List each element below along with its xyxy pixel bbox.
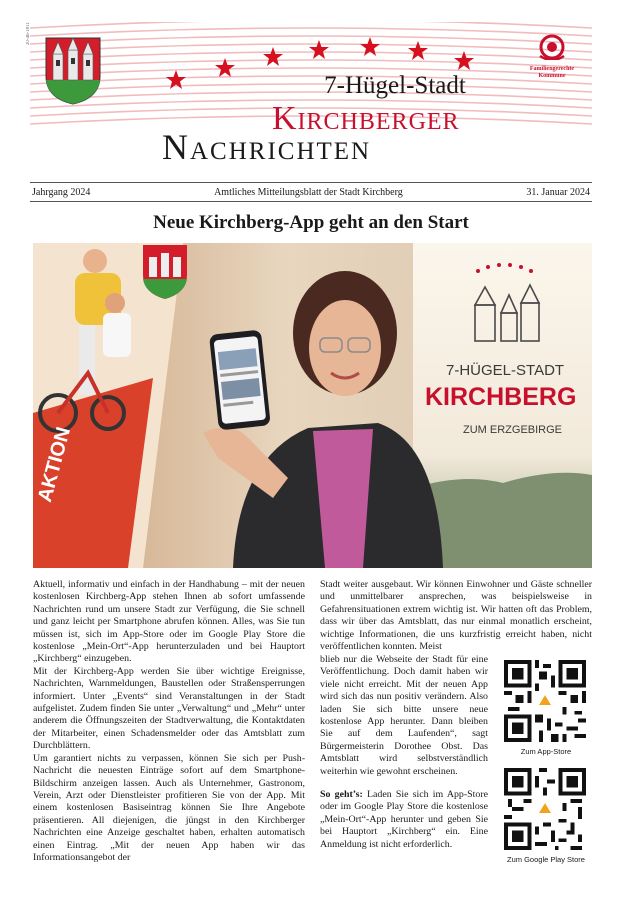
issue-date: 31. Januar 2024: [526, 186, 590, 198]
qr-playstore-caption: Zum Google Play Store: [507, 855, 585, 864]
poster-line3: ZUM ERZGEBIRGE: [463, 424, 563, 436]
family-friendly-logo-icon: [530, 34, 574, 60]
masthead-subtitle: 7-Hügel-Stadt: [324, 72, 466, 99]
side-code: 20-46-1811: [26, 22, 31, 46]
advert-crest-icon: [143, 245, 187, 299]
masthead-title-line1: Kirchberger: [272, 100, 460, 137]
masthead: [0, 0, 625, 178]
poster-line2: KIRCHBERG: [425, 383, 577, 411]
article-paragraph: Mit der Kirchberg-App werden Sie über wichtige Ereignisse, Nachrichten, Warnmeldungen, Baustellen oder Straßensperrungen informiert. Unter „Events“ sind Veranstaltungen in der Stadt aufgelistet. Zudem finden Sie unter „Verwaltung“ und „Mehr“ unter anderem die Öffnungszeiten der Stadtverwaltung, die Kontaktdaten der Mitarbeiter, einen Schadensmelder oder das Amtsblatt zum Durchblättern.: [33, 665, 305, 752]
star-icon: [309, 40, 329, 59]
issue-description: Amtliches Mitteilungsblatt der Stadt Kirchberg: [214, 186, 403, 198]
star-icon: [408, 41, 428, 60]
qr-code-appstore-icon[interactable]: [504, 660, 586, 742]
article-paragraph: blieb nur die Webseite der Stadt für eine Veröffentlichung. Doch damit haben wir viele nicht erreicht. Mit der neuen App wird sich das nun positiv verändern. Also laden Sie sich bitte unsere neue kostenlose App herunter. Dann bleiben Sie auf dem Laufenden“, sagt Bürgermeisterin Dorothee Obst. Das Amtsblatt wird selbstverständlich weiterhin wie gewohnt erscheinen.: [320, 654, 488, 777]
qr-appstore-caption: Zum App-Store: [520, 747, 572, 756]
family-logo-text: Familiengerechte Kommune: [529, 66, 575, 79]
kirchberg-crest-icon: [44, 36, 102, 106]
howto-text: Laden Sie sich im App-Store oder im Google Play Store die kostenlose „Mein-Ort“-App herunter und geben Sie bei Hauptort „Kirchberg“ ein. Eine Anmeldung ist nicht erforderlich.: [320, 789, 488, 850]
article-headline: Neue Kirchberg-App geht an den Start: [153, 212, 469, 233]
howto-label: So geht’s:: [320, 789, 363, 801]
howto-paragraph: [320, 789, 488, 851]
article-paragraph: Um garantiert nichts zu verpassen, können Sie sich per Push-Nachricht die neuesten Einträge sofort auf dem Smartphone-Bildschirm anzeigen lassen. Auch als Unternehmer, Gastronom, Verein, Arzt oder Dienstleister profitieren Sie von der App. Mit einem kostenlosen Basiseintrag können Sie Ihre Angebote präsentieren. All diejenigen, die jüngst in den Kirchberger Nachrichten eine Anzeige geschaltet haben, erhalten automatisch einen Eintrag. „Mit der neuen App haben wir das Informationsangebot der: [33, 752, 305, 863]
photo-illustration: [33, 243, 592, 568]
article-column-2-top: [320, 579, 592, 653]
issue-info-bar: [30, 182, 592, 202]
poster-line1: 7-HÜGEL-STADT: [446, 362, 565, 379]
masthead-title-line2: Nachrichten: [162, 127, 372, 167]
article-column-2-narrow: [320, 654, 488, 851]
advert-aktion-text: AKTION: [33, 424, 76, 505]
issue-volume: Jahrgang 2024: [32, 186, 91, 198]
article-column-1: [33, 579, 305, 864]
qr-playstore-block: [496, 768, 596, 864]
qr-code-playstore-icon[interactable]: [504, 768, 586, 850]
qr-appstore-block: [496, 660, 596, 756]
star-icon: [263, 47, 283, 66]
article-paragraph: Aktuell, informativ und einfach in der Handhabung – mit der neuen kostenlosen Kirchberg-App stehen Ihnen ab sofort umfassende Nachrichten rund um unsere Stadt zur Verfügung, die Sie schnell und ganz leicht per Smartphone abrufen können. Alles, was Sie tun müssen ist, sich im App-Store oder im Google Play Store die kostenlose „Mein-Ort“-App herunterzuladen und bei Hauptort „Kirchberg“ einzugeben.: [33, 579, 305, 665]
article-paragraph: Stadt weiter ausgebaut. Wir können Einwohner und Gäste schneller und unmittelbarer ansprechen, was beispielsweise in Gefahrensituationen extrem wichtig ist. Wir hatten oft das Problem, dass wir über das Amtsblatt, das nur einmal monatlich erscheint, wichtige Informationen, die uns kurzfristig erreicht haben, nicht veröffentlichen konnten. Meist: [320, 579, 592, 653]
article-photo: [33, 243, 592, 568]
smartphone-icon: [209, 330, 271, 431]
